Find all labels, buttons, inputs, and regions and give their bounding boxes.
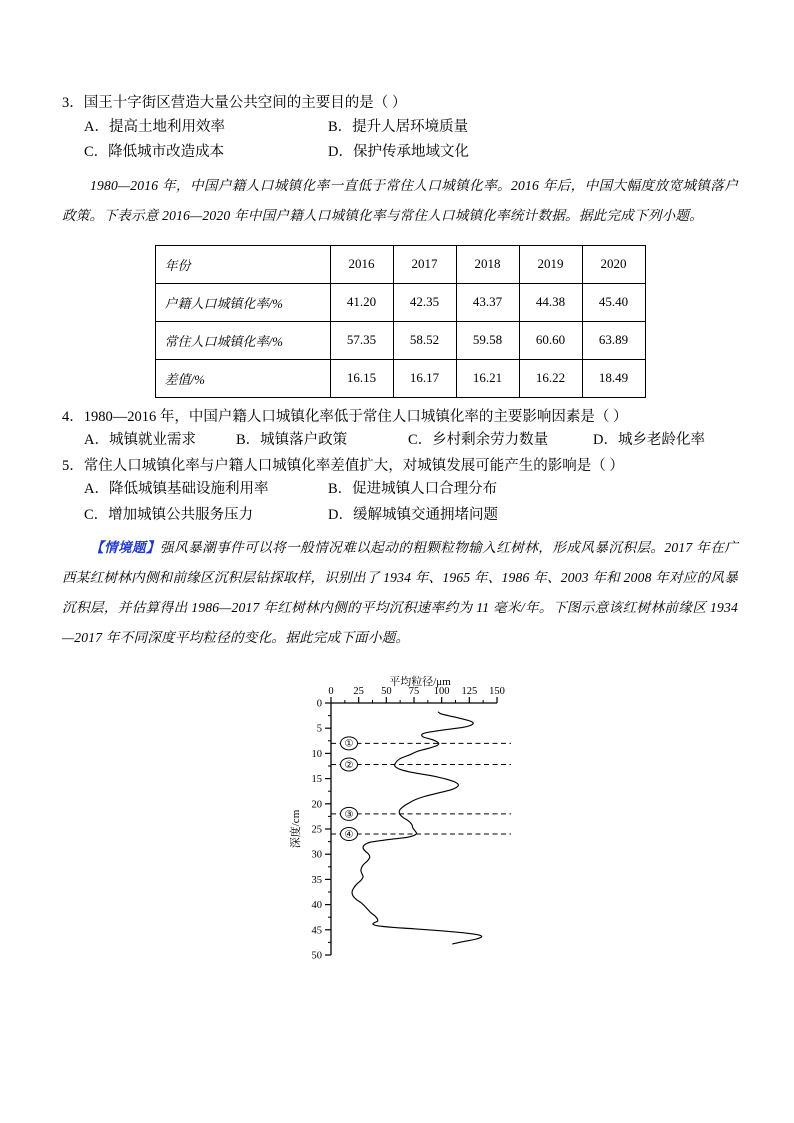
question-5-option-a[interactable]: A．降低城镇基础设施利用率	[84, 481, 269, 497]
chart-y-tick-label: 25	[311, 824, 322, 836]
chart-x-tick-label: 75	[408, 686, 420, 697]
question-4-options-row	[62, 433, 738, 448]
urbanization-passage: 1980—2016 年，中国户籍人口城镇化率一直低于常住人口城镇化率。2016 年后，中国大幅度放宽城镇落户政策。下表示意 2016—2020 年中国户籍人口城镇化率与常住人口城镇化率统计数据。据此完成下列小题。	[62, 177, 738, 223]
table-cell: 16.17	[393, 359, 456, 397]
table-cell: 42.35	[393, 283, 456, 321]
question-5-option-d[interactable]: D．缓解城镇交通拥堵问题	[328, 506, 498, 523]
table-cell: 63.89	[582, 321, 645, 359]
question-3-option-a[interactable]: A．提高土地利用效率	[84, 118, 225, 135]
question-5-option-b[interactable]: B．促进城镇人口合理分布	[328, 481, 498, 497]
question-4-option-a[interactable]: A．城镇就业需求	[84, 432, 196, 448]
table-cell: 2017	[393, 245, 456, 283]
table-cell: 59.58	[456, 321, 519, 359]
chart-y-tick-label: 45	[311, 925, 322, 937]
mangrove-passage	[62, 533, 738, 653]
chart-x-tick-label: 150	[489, 686, 505, 697]
table-row	[155, 359, 645, 397]
question-5-text: 常住人口城镇化率与户籍人口城镇化率差值扩大，对城镇发展可能产生的影响是（ ）	[83, 457, 624, 474]
table-cell: 44.38	[519, 283, 582, 321]
question-5-options-row-2	[62, 508, 738, 523]
chart-profile-curve	[352, 712, 482, 944]
mangrove-passage-body: 强风暴潮事件可以将一般情况难以起动的粗颗粒物输入红树林，形成风暴沉积层。2017 年在广西某红树林内侧和前缘区沉积层钻探取样，识别出了 1934 年、1965 年、1986 年、2003 年和 2008 年对应的风暴沉积层，并估算得出 1986—2017 年红树林内侧的平均沉积速率约为 11 毫米/年。下图示意该红树林前缘区 1934—2017 年不同深度平均粒径的变化。据此完成下面小题。	[62, 540, 738, 645]
chart-y-tick-label: 15	[311, 774, 322, 786]
chart-y-axis-title: 深度/cm	[290, 809, 302, 849]
question-4-text: 1980—2016 年，中国户籍人口城镇化率低于常住人口城镇化率的主要影响因素是（ ）	[83, 408, 628, 425]
question-3-option-c[interactable]: C．降低城市改造成本	[84, 144, 225, 160]
table-cell: 16.21	[456, 359, 519, 397]
chart-y-tick-label: 35	[311, 874, 322, 886]
table-cell: 60.60	[519, 321, 582, 359]
table-cell: 16.15	[330, 359, 393, 397]
question-4-option-d[interactable]: D．城乡老龄化率	[593, 432, 705, 448]
chart-marker-label-2: ②	[344, 759, 354, 771]
question-3-number: 3．	[62, 95, 84, 111]
grain-size-depth-chart	[275, 663, 525, 963]
table-row-header: 常住人口城镇化率/%	[155, 321, 330, 359]
table-row-header: 差值/%	[155, 359, 330, 397]
table-cell: 45.40	[582, 283, 645, 321]
question-3-text: 国王十字街区营造大量公共空间的主要目的是（ ）	[83, 95, 407, 111]
chart-y-tick-label: 0	[316, 698, 322, 710]
chart-y-tick-label: 40	[311, 900, 322, 912]
chart-x-tick-label: 0	[328, 686, 334, 697]
question-5-option-c[interactable]: C．增加城镇公共服务压力	[84, 506, 254, 523]
table-cell: 18.49	[582, 359, 645, 397]
chart-y-tick-label: 30	[311, 849, 322, 861]
table-row	[155, 283, 645, 321]
question-4-number: 4．	[62, 408, 84, 425]
table-cell: 43.37	[456, 283, 519, 321]
table-cell: 2018	[456, 245, 519, 283]
table-cell: 2019	[519, 245, 582, 283]
table-cell: 2016	[330, 245, 393, 283]
question-3-option-b[interactable]: B．提升人居环境质量	[328, 118, 469, 135]
chart-x-tick-label: 50	[381, 686, 392, 697]
question-3-options-row-1	[62, 120, 738, 135]
table-row	[155, 245, 645, 283]
question-4-stem	[62, 410, 738, 425]
table-row-header: 户籍人口城镇化率/%	[155, 283, 330, 321]
grain-size-depth-chart-wrap	[62, 663, 738, 963]
chart-marker-label-4: ④	[344, 829, 354, 841]
question-3-stem	[62, 96, 738, 111]
chart-y-tick-label: 50	[311, 950, 322, 962]
chart-y-tick-label: 10	[311, 748, 322, 760]
question-5-number: 5．	[62, 457, 84, 474]
chart-marker-label-3: ③	[344, 809, 354, 821]
chart-x-tick-label: 100	[433, 686, 450, 697]
scenario-question-tag: 【情境题】	[90, 540, 161, 555]
chart-x-tick-label: 125	[461, 686, 478, 697]
question-3-option-d[interactable]: D．保护传承地域文化	[328, 144, 469, 160]
table-cell: 2020	[582, 245, 645, 283]
question-4-option-c[interactable]: C．乡村剩余劳力数量	[408, 432, 549, 448]
table-cell: 41.20	[330, 283, 393, 321]
question-3-options-row-2	[62, 145, 738, 160]
chart-y-tick-label: 20	[311, 799, 322, 811]
question-5-options-row-1	[62, 482, 738, 497]
table-row	[155, 321, 645, 359]
table-cell: 16.22	[519, 359, 582, 397]
urbanization-table-wrap	[62, 245, 738, 398]
chart-y-tick-label: 5	[316, 723, 322, 735]
table-row-header: 年份	[155, 245, 330, 283]
table-cell: 58.52	[393, 321, 456, 359]
chart-x-tick-label: 25	[353, 686, 364, 697]
chart-marker-label-1: ①	[344, 738, 354, 750]
urbanization-table	[155, 245, 646, 398]
chart-x-axis-title: 平均粒径/μm	[389, 676, 451, 688]
question-5-stem	[62, 459, 738, 474]
question-4-option-b[interactable]: B．城镇落户政策	[236, 432, 348, 448]
table-cell: 57.35	[330, 321, 393, 359]
